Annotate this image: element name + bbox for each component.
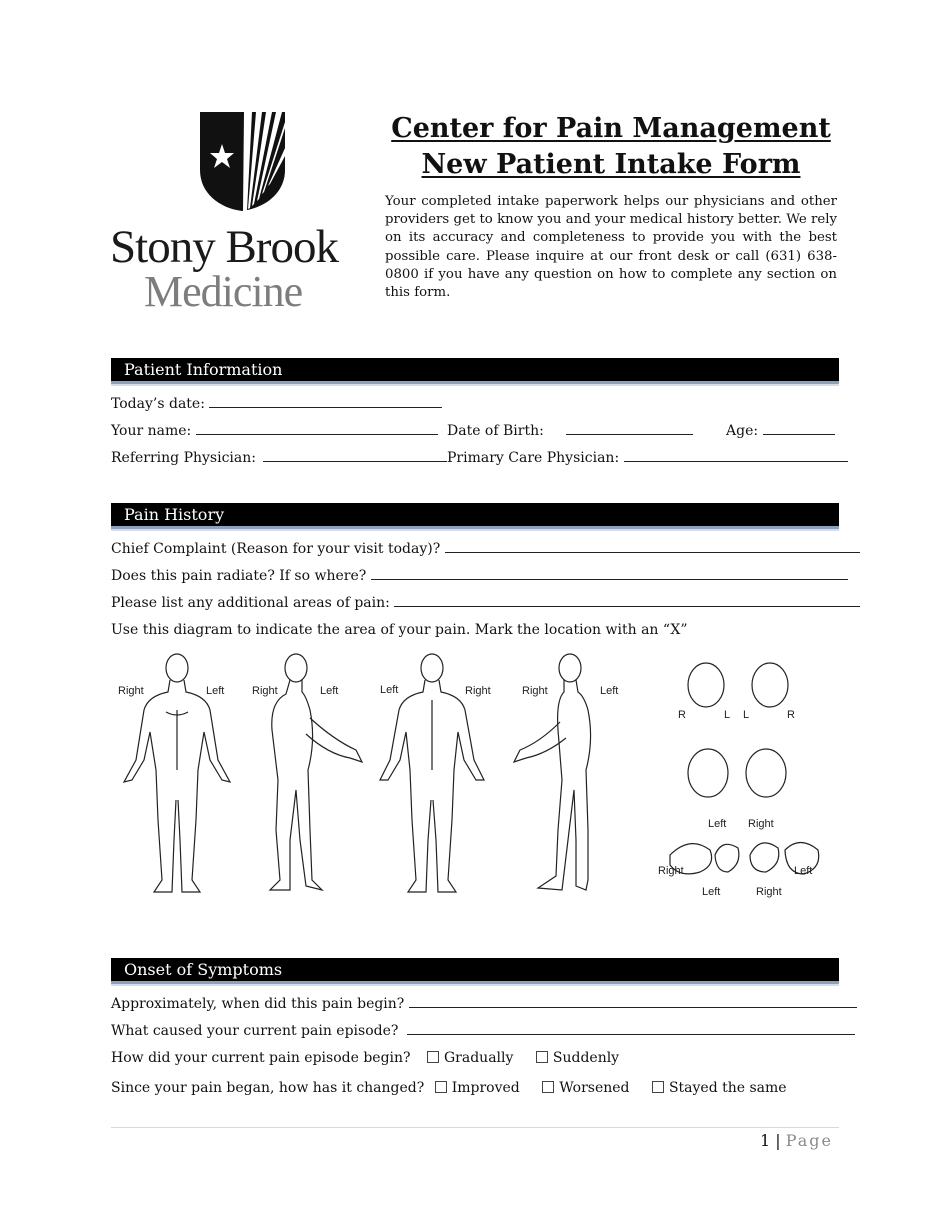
option-label: Stayed the same: [668, 1080, 787, 1096]
section-heading: Pain History: [124, 505, 225, 524]
logo-wordmark-line2: Medicine: [144, 267, 303, 316]
label-back-right: Right: [465, 685, 491, 697]
section-bar-pain-history: [111, 503, 839, 529]
form-title-line1: Center for Pain Management: [391, 113, 831, 144]
primary-care-physician-input-line[interactable]: [624, 449, 848, 462]
label-feet-right-2: Right: [756, 886, 782, 898]
option-gradually[interactable]: [427, 1050, 513, 1066]
checkbox-gradually[interactable]: [427, 1051, 439, 1063]
field-label: What caused your current pain episode?: [111, 1023, 399, 1039]
label-side1-right: Right: [252, 685, 278, 697]
diagram-instruction: Use this diagram to indicate the area of your pain. Mark the location with an “X”: [111, 622, 688, 638]
section-heading: Patient Information: [124, 360, 283, 379]
label-head-front-right: R: [678, 709, 686, 721]
field-label: Your name:: [111, 423, 192, 439]
label-front-right: Right: [118, 685, 144, 697]
label-head-back-right: R: [787, 709, 795, 721]
field-label: Today’s date:: [111, 396, 205, 412]
todays-date-field[interactable]: [111, 395, 442, 412]
field-label: Chief Complaint (Reason for your visit today)?: [111, 541, 441, 557]
pain-radiate-field[interactable]: [111, 567, 848, 584]
label-head-back-left: L: [743, 709, 750, 721]
option-stayed-same[interactable]: [652, 1080, 787, 1096]
checkbox-worsened[interactable]: [542, 1081, 554, 1093]
stony-brook-logo: [110, 108, 375, 323]
date-of-birth-field[interactable]: [447, 422, 693, 439]
label-feet-right-1: Right: [658, 865, 684, 877]
checkbox-improved[interactable]: [435, 1081, 447, 1093]
pain-radiate-input-line[interactable]: [371, 567, 848, 580]
todays-date-input-line[interactable]: [209, 395, 442, 408]
episode-begin-question: [111, 1050, 637, 1066]
option-label: Suddenly: [552, 1050, 620, 1066]
label-side1-left: Left: [320, 685, 339, 697]
additional-areas-input-line[interactable]: [394, 594, 860, 607]
section-heading: Onset of Symptoms: [124, 960, 283, 979]
label-side2-left: Left: [600, 685, 619, 697]
option-label: Improved: [451, 1080, 520, 1096]
field-label: Referring Physician:: [111, 450, 256, 466]
additional-areas-field[interactable]: [111, 594, 860, 611]
label-feet-left-2: Left: [794, 865, 813, 877]
intro-paragraph: Your completed intake paperwork helps our physicians and other providers get to know you and your medical history better. We rely on its accuracy and completeness to provide you with the best possible care. Please inquire at our front desk or call (631) 638-0800 if you have any question on how to complete any section on this form.: [385, 194, 837, 301]
page-number: 1: [759, 1131, 771, 1150]
referring-physician-input-line[interactable]: [263, 449, 447, 462]
option-label: Worsened: [559, 1080, 630, 1096]
body-diagram[interactable]: [110, 650, 820, 914]
label-feet-left-1: Left: [702, 886, 721, 898]
checkbox-stayed-same[interactable]: [652, 1081, 664, 1093]
field-label: Date of Birth:: [447, 423, 544, 439]
your-name-field[interactable]: [111, 422, 438, 439]
label-head-front-left: L: [724, 709, 731, 721]
section-bar-onset-of-symptoms: [111, 958, 839, 984]
page-footer: [760, 1131, 833, 1150]
age-input-line[interactable]: [763, 422, 835, 435]
label-side2-right: Right: [522, 685, 548, 697]
shield-logo-icon: [110, 108, 375, 218]
footer-rule: [111, 1127, 839, 1128]
page-word: Page: [785, 1131, 833, 1150]
your-name-input-line[interactable]: [196, 422, 438, 435]
label-back-left: Left: [380, 684, 399, 696]
referring-physician-field[interactable]: [111, 449, 447, 466]
label-head-left-side: Left: [708, 818, 727, 830]
option-suddenly[interactable]: [536, 1050, 619, 1066]
body-outline-icon[interactable]: [110, 650, 820, 910]
pain-change-question: [111, 1080, 805, 1096]
logo-wordmark-line1: Stony Brook: [110, 221, 338, 273]
primary-care-physician-field[interactable]: [447, 449, 848, 466]
field-label: Please list any additional areas of pain:: [111, 595, 390, 611]
option-worsened[interactable]: [542, 1080, 629, 1096]
field-label: Approximately, when did this pain begin?: [111, 996, 405, 1012]
pain-cause-field[interactable]: [111, 1022, 855, 1039]
field-label: Does this pain radiate? If so where?: [111, 568, 367, 584]
option-improved[interactable]: [435, 1080, 520, 1096]
chief-complaint-field[interactable]: [111, 540, 860, 557]
field-label: Age:: [726, 423, 759, 439]
date-of-birth-input-line[interactable]: [566, 422, 693, 435]
chief-complaint-input-line[interactable]: [445, 540, 860, 553]
field-label: How did your current pain episode begin?: [111, 1050, 411, 1066]
age-field[interactable]: [726, 422, 835, 439]
field-label: Since your pain began, how has it changed?: [111, 1080, 425, 1096]
label-front-left: Left: [206, 685, 225, 697]
option-label: Gradually: [444, 1050, 514, 1066]
field-label: Primary Care Physician:: [447, 450, 620, 466]
checkbox-suddenly[interactable]: [536, 1051, 548, 1063]
pain-cause-input-line[interactable]: [407, 1022, 855, 1035]
form-title-line2: New Patient Intake Form: [421, 149, 801, 180]
pain-begin-field[interactable]: [111, 995, 857, 1012]
section-bar-patient-information: [111, 358, 839, 384]
pain-begin-input-line[interactable]: [409, 995, 857, 1008]
page-separator: |: [775, 1131, 781, 1150]
label-head-right-side: Right: [748, 818, 774, 830]
